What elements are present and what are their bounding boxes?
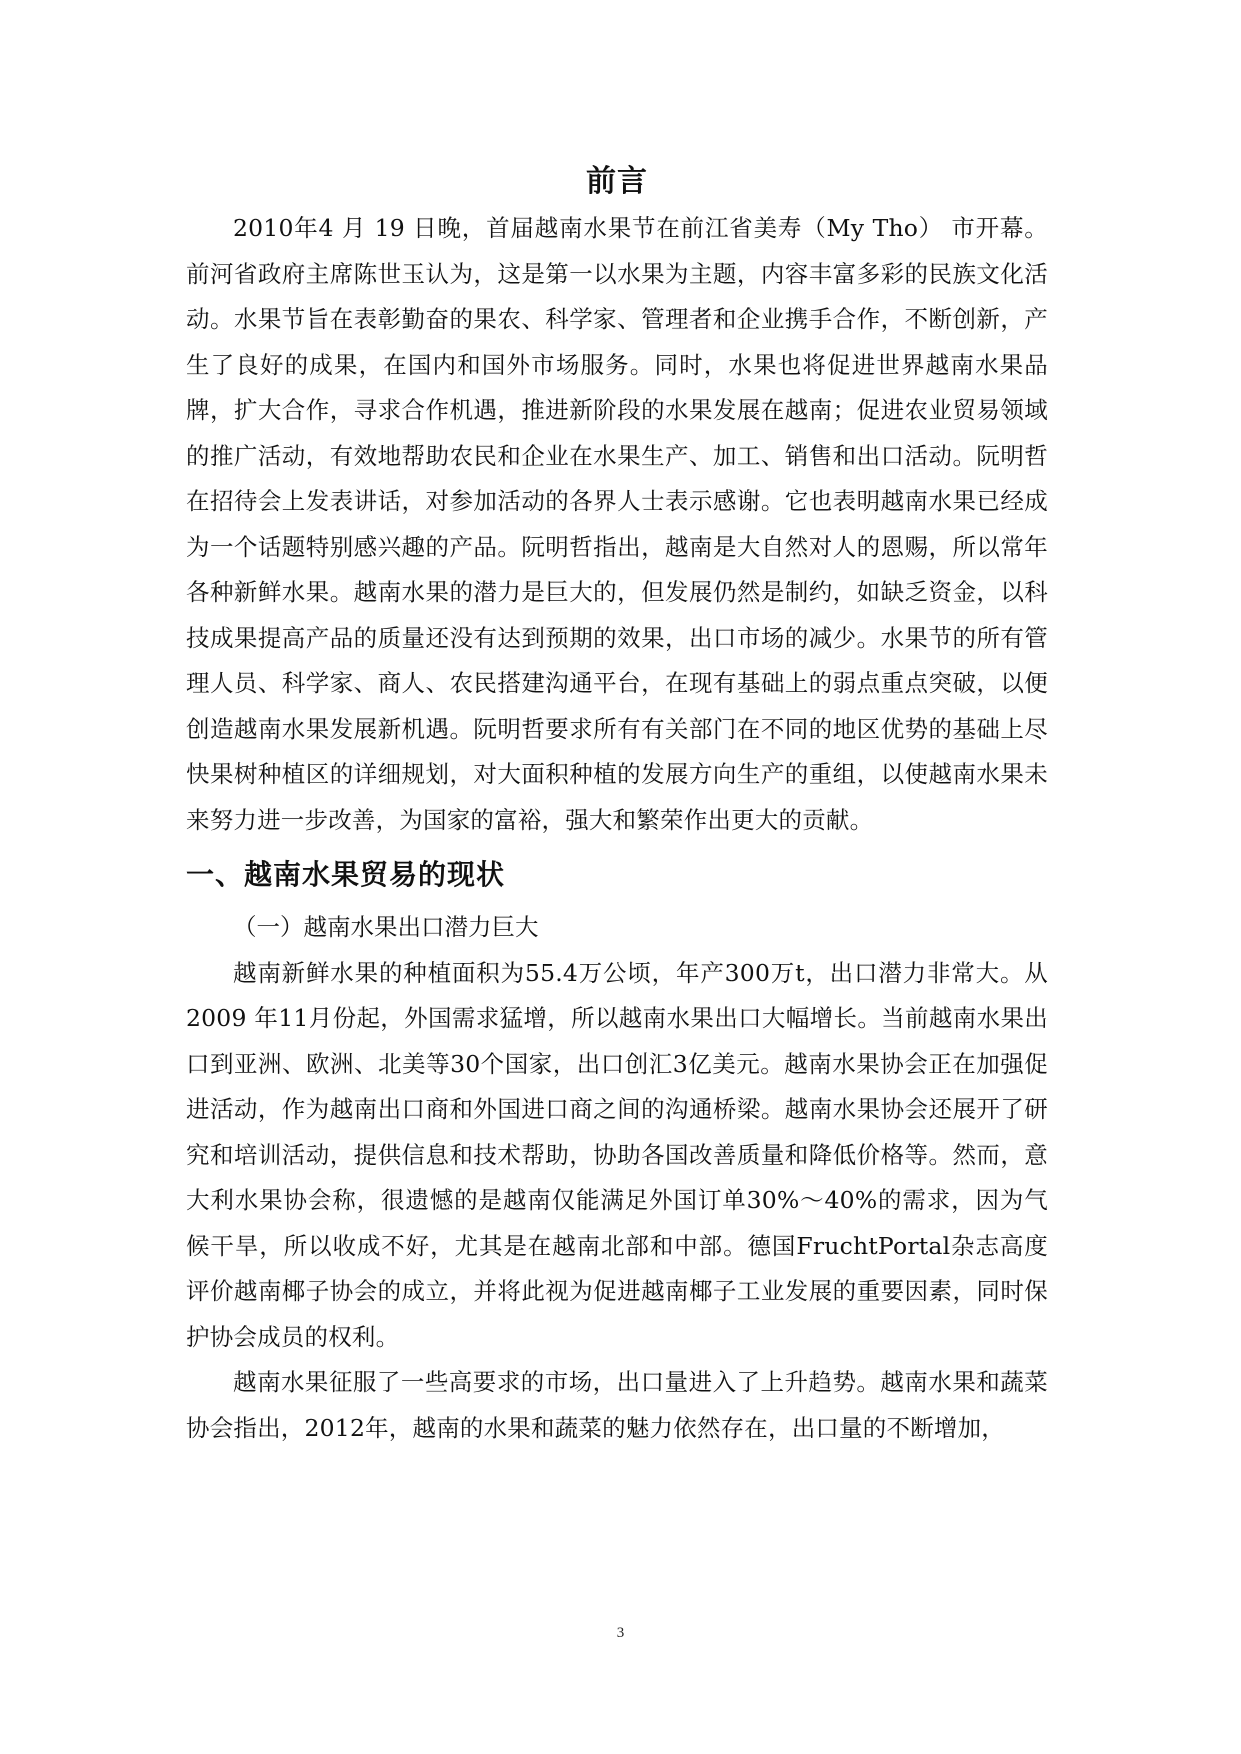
section-heading: 一、越南水果贸易的现状 — [186, 858, 506, 891]
section-paragraph-2: 越南水果征服了一些高要求的市场，出口量进入了上升趋势。越南水果和蔬菜协会指出，2012年，越南的水果和蔬菜的魅力依然存在，出口量的不断增加， — [186, 1368, 1048, 1442]
page-title: 前言 — [586, 164, 648, 199]
section-paragraph-1: 越南新鲜水果的种植面积为55.4万公顷，年产300万t，出口潜力非常大。从2009 年11月份起，外国需求猛增，所以越南水果出口大幅增长。当前越南水果出口到亚洲、欧洲、北美等30个国家，出口创汇3亿美元。越南水果协会正在加强促进活动，作为越南出口商和外国进口商之间的沟通桥梁。越南水果协会还展开了研究和培训活动，提供信息和技术帮助，协助各国改善质量和降低价格等。然而，意大利水果协会称，很遗憾的是越南仅能满足外国订单30%～40%的需求，因为气候干旱，所以收成不好，尤其是在越南北部和中部。德国FruchtPortal杂志高度评价越南椰子协会的成立，并将此视为促进越南椰子工业发展的重要因素，同时保护协会成员的权利。 — [186, 958, 1048, 1351]
page-number: 3 — [616, 1625, 625, 1641]
subsection-heading: （一）越南水果出口潜力巨大 — [233, 913, 539, 941]
page-content — [186, 158, 1048, 1451]
preface-paragraph: 2010年4 月 19 日晚，首届越南水果节在前江省美寿（My Tho） 市开幕。前河省政府主席陈世玉认为，这是第一以水果为主题，内容丰富多彩的民族文化活动。水果节旨在表彰勤奋的果农、科学家、管理者和企业携手合作，不断创新，产生了良好的成果，在国内和国外市场服务。同时，水果也将促进世界越南水果品牌，扩大合作，寻求合作机遇，推进新阶段的水果发展在越南；促进农业贸易领域的推广活动，有效地帮助农民和企业在水果生产、加工、销售和出口活动。阮明哲在招待会上发表讲话，对参加活动的各界人士表示感谢。它也表明越南水果已经成为一个话题特别感兴趣的产品。阮明哲指出，越南是大自然对人的恩赐，所以常年各种新鲜水果。越南水果的潜力是巨大的，但发展仍然是制约，如缺乏资金，以科技成果提高产品的质量还没有达到预期的效果，出口市场的减少。水果节的所有管理人员、科学家、商人、农民搭建沟通平台，在现有基础上的弱点重点突破，以便创造越南水果发展新机遇。阮明哲要求所有有关部门在不同的地区优势的基础上尽快果树种植区的详细规划，对大面积种植的发展方向生产的重组，以使越南水果未来努力进一步改善，为国家的富裕，强大和繁荣作出更大的贡献。 — [186, 214, 1048, 834]
